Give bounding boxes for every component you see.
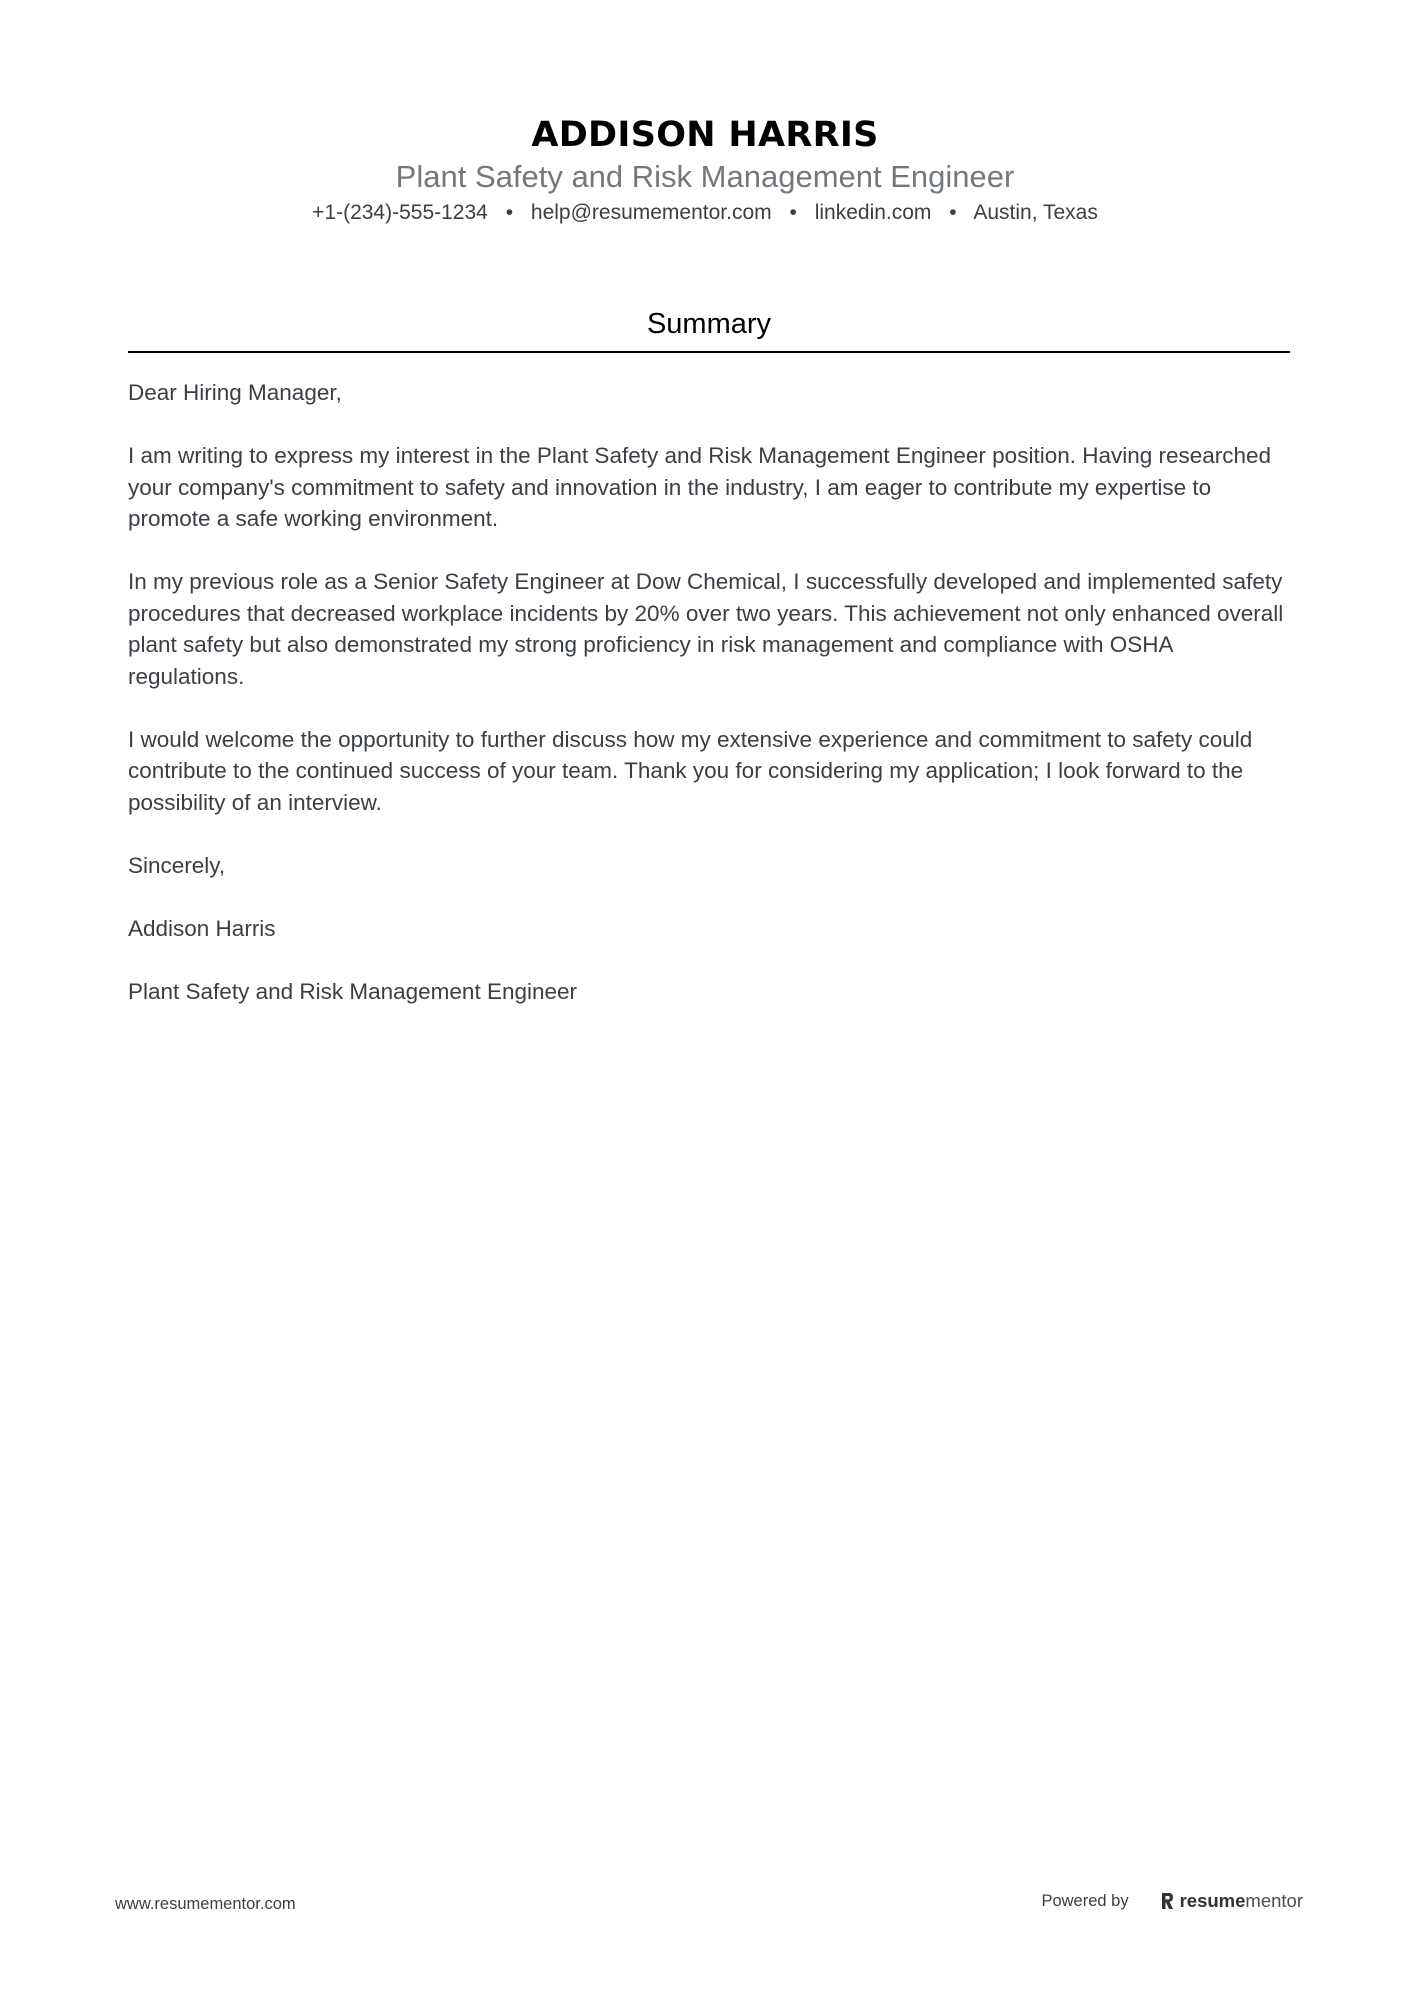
signature-title: Plant Safety and Risk Management Engineer bbox=[128, 978, 578, 1004]
letter-paragraph: I am writing to express my interest in the Plant Safety and Risk Management Engineer position. Having researched your company's commitment to safety and innovation in the industry, I am eager to contribute my expertise to promote a safe working environment. bbox=[128, 443, 1272, 531]
contact-separator: • bbox=[789, 201, 797, 224]
letter-greeting: Dear Hiring Manager, bbox=[128, 380, 342, 405]
applicant-name: ADDISON HARRIS bbox=[531, 115, 879, 155]
letter-closing: Sincerely, bbox=[128, 852, 226, 878]
letter-paragraph: In my previous role as a Senior Safety Engineer at Dow Chemical, I successfully developed and implemented safety procedures that decreased workplace incidents by 20% over two years. This achievement not only enhanced overall plant safety but also demonstrated my strong proficiency in risk management and compliance with OSHA regulations. bbox=[128, 569, 1284, 689]
brand-text-mentor: mentor bbox=[1245, 1890, 1303, 1911]
letter-paragraph: I would welcome the opportunity to further discuss how my extensive experience and commitment to safety could contribute to the continued success of your team. Thank you for considering my application; I look forward to the possibility of an interview. bbox=[128, 726, 1253, 815]
section-divider bbox=[128, 351, 1290, 353]
contact-separator: • bbox=[505, 201, 514, 224]
footer-branding bbox=[1041, 1890, 1303, 1912]
brand-text-resume: resume bbox=[1179, 1890, 1246, 1911]
contact-separator: • bbox=[949, 201, 957, 224]
section-heading-summary: Summary bbox=[646, 308, 772, 340]
contact-phone: +1-(234)-555-1234 bbox=[312, 201, 488, 224]
brand-logo bbox=[1159, 1890, 1303, 1912]
letter-header bbox=[0, 113, 1410, 227]
letter-body bbox=[128, 377, 1290, 1039]
resumementor-logo-icon bbox=[1159, 1891, 1175, 1911]
applicant-title: Plant Safety and Risk Management Engineer bbox=[395, 159, 1015, 194]
contact-linkedin: linkedin.com bbox=[814, 201, 932, 224]
contact-location: Austin, Texas bbox=[973, 201, 1098, 224]
contact-email: help@resumementor.com bbox=[530, 201, 772, 224]
contact-line bbox=[0, 199, 1410, 227]
signature-name: Addison Harris bbox=[128, 915, 276, 941]
powered-by-label: Powered by bbox=[1041, 1892, 1129, 1910]
footer-website: www.resumementor.com bbox=[115, 1895, 296, 1913]
